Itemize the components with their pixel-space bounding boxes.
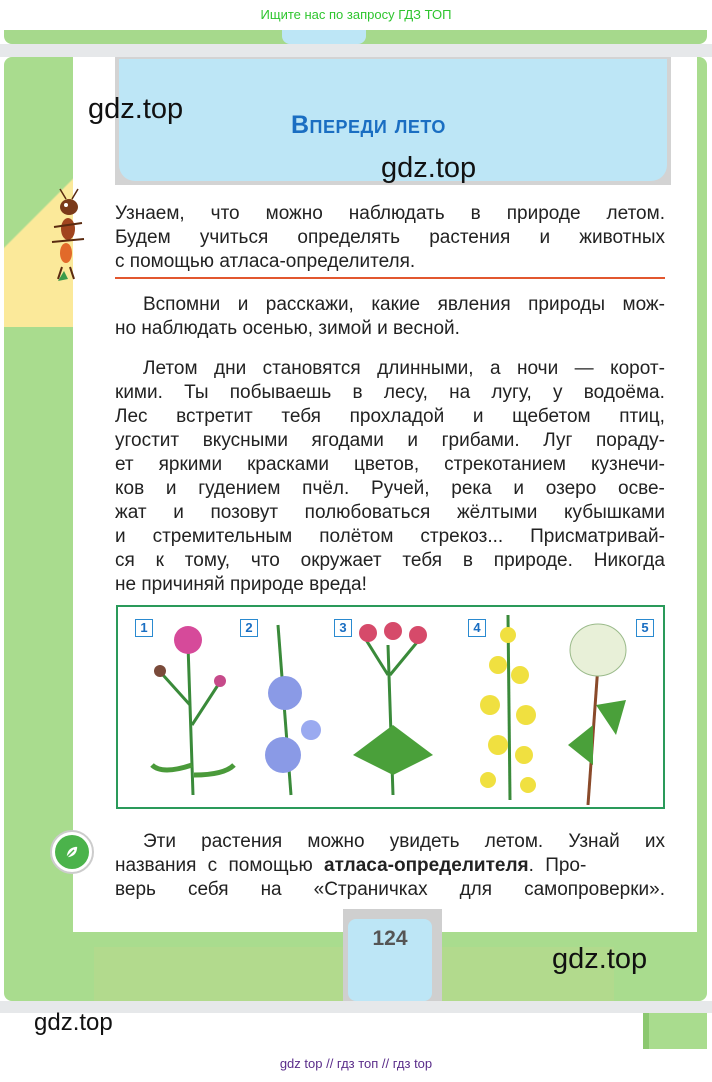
plant-number: 5 [636, 619, 654, 637]
atlas-term: атласа-определителя [324, 855, 529, 876]
textbook-page [4, 57, 707, 1001]
leaf-badge-icon [50, 830, 94, 874]
bedstraw-plant-icon [468, 615, 548, 805]
task-line: верь себя на «Страничках для самопроверки». [115, 879, 665, 900]
body-line: ет яркими красками цветов, стрекотанием кузнечи- [115, 454, 665, 475]
body-line: и стремительным полётом стрекоз... Присматривай- [115, 526, 665, 547]
watermark: gdz.top [34, 1009, 113, 1036]
watermark: gdz.top [552, 943, 648, 975]
plants-illustration [116, 605, 665, 809]
ant-mascot-icon [44, 187, 94, 282]
body-line: не причиняй природе вреда! [115, 574, 367, 595]
body-line: ков и гудением пчёл. Ручей, река и озеро осве- [115, 478, 665, 499]
plant-number: 3 [334, 619, 352, 637]
task-line: Эти растения можно увидеть летом. Узнай их [143, 831, 665, 852]
body-line: Лес встретит тебя прохладой и щебетом птиц, [115, 406, 665, 427]
plant-number: 2 [240, 619, 258, 637]
intro-line: с помощью атласа-определителя. [115, 251, 416, 272]
plant-number: 4 [468, 619, 486, 637]
page-title: Впереди лето [291, 111, 446, 139]
watermark: gdz.top [88, 93, 184, 125]
intro-line: Узнаем, что можно наблюдать в природе летом. [115, 203, 665, 224]
plant-number: 1 [135, 619, 153, 637]
question-line: но наблюдать осенью, зимой и весной. [115, 318, 460, 339]
body-line: угостит вкусными ягодами и грибами. Луг пораду- [115, 430, 665, 451]
body-line: жат и позовут полюбоваться жёлтыми кубышками [115, 502, 665, 523]
body-line: кими. Ты побываешь в лесу, на лугу, у водоёма. [115, 382, 665, 403]
divider [115, 277, 665, 279]
page-number: 124 [348, 919, 432, 1001]
page-gap [0, 44, 712, 57]
body-line: Летом дни становятся длинными, а ночи — корот- [143, 358, 665, 379]
meadowsweet-plant-icon [558, 615, 648, 805]
task-text: . Про- [528, 855, 587, 876]
watermark: gdz.top [381, 152, 477, 184]
question-line: Вспомни и расскажи, какие явления природы мож- [143, 294, 665, 315]
body-line: ся к тому, что окружает тебя в природе. Никогда [115, 550, 665, 571]
chicory-plant-icon [253, 615, 328, 805]
previous-page-strip [4, 30, 707, 44]
task-line [115, 854, 665, 878]
footer-links[interactable]: gdz top // гдз топ // гдз top [279, 1056, 433, 1071]
intro-line: Будем учиться определять растения и животных [115, 227, 665, 248]
top-banner[interactable]: Ищите нас по запросу ГДЗ ТОП [260, 7, 452, 22]
next-page-decoration [643, 1013, 707, 1049]
geranium-plant-icon [338, 615, 448, 805]
task-text: названия с помощью [115, 855, 313, 876]
knapweed-plant-icon [148, 615, 238, 805]
